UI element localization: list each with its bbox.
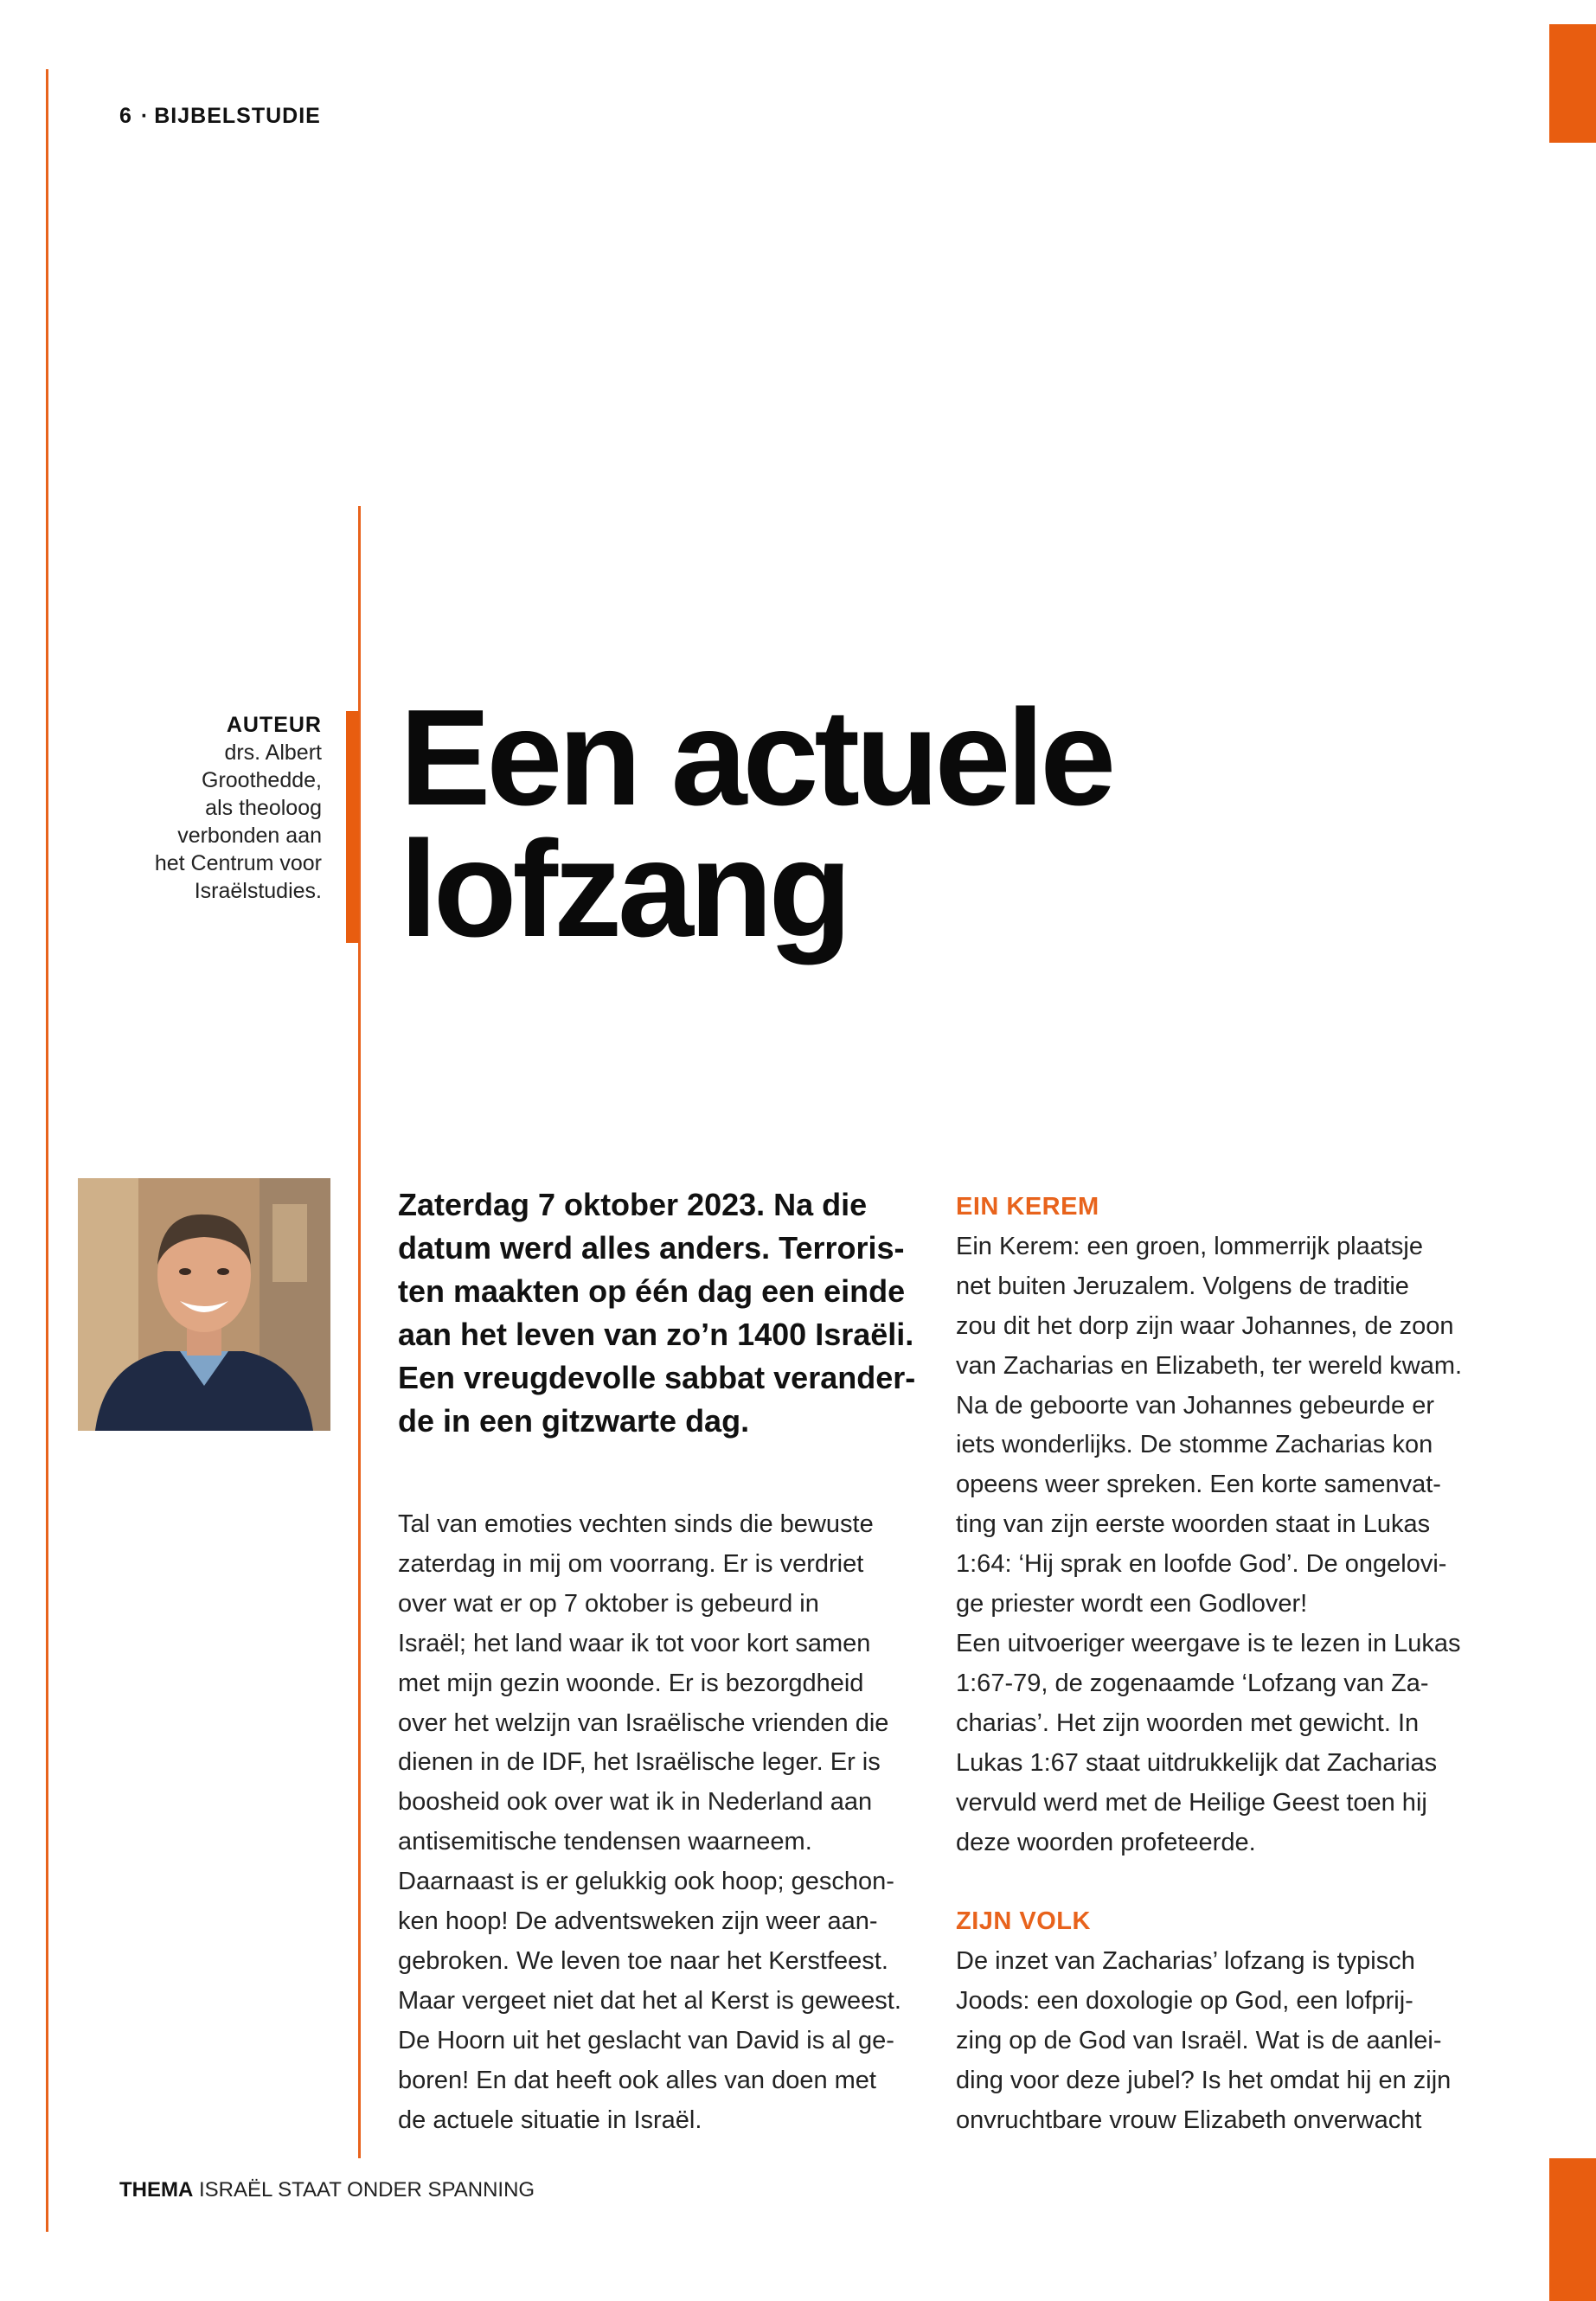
- body-line: deze woorden profeteerde.: [956, 1828, 1256, 1856]
- body-line: ge priester wordt een Godlover!: [956, 1590, 1308, 1618]
- body-line: zing op de God van Israël. Wat is de aanlei-: [956, 2027, 1442, 2055]
- body-column-1: [398, 1505, 924, 2141]
- body-line: vervuld werd met de Heilige Geest toen hij: [956, 1788, 1427, 1817]
- body-line: charias’. Het zijn woorden met gewicht. In: [956, 1708, 1420, 1737]
- author-line: drs. Albert: [224, 740, 322, 765]
- lead-line: Een vreugdevolle sabbat verander-: [398, 1360, 916, 1395]
- top-edge-tab: [1549, 24, 1596, 143]
- body-line: zaterdag in mij om voorrang. Er is verdriet: [398, 1549, 864, 1578]
- author-label: AUTEUR: [226, 713, 322, 737]
- author-line: verbonden aan: [177, 824, 322, 848]
- body-line: boren! En dat heeft ook alles van doen met: [398, 2066, 876, 2094]
- body-line: net buiten Jeruzalem. Volgens de traditie: [956, 1272, 1409, 1300]
- body-line: met mijn gezin woonde. Er is bezorgdheid: [398, 1669, 864, 1697]
- body-line: 1:64: ‘Hij sprak en loofde God’. De ongelovi-: [956, 1550, 1447, 1579]
- author-accent-bar: [346, 711, 359, 943]
- author-line: Groothedde,: [202, 768, 322, 792]
- body-line: Een uitvoeriger weergave is te lezen in Lukas: [956, 1629, 1461, 1657]
- body-line: Joods: een doxologie op God, een lofprij-: [956, 1987, 1413, 2016]
- body-column-2: [956, 1188, 1477, 2141]
- bottom-edge-tab: [1549, 2158, 1596, 2301]
- section-name: BIJBELSTUDIE: [154, 104, 321, 128]
- running-header: 6 · BIJBELSTUDIE: [119, 104, 321, 128]
- lead-paragraph: [398, 1183, 917, 1443]
- author-photo: [78, 1178, 330, 1431]
- body-line: Tal van emoties vechten sinds die bewuste: [398, 1510, 874, 1538]
- body-line: Ein Kerem: een groen, lommerrijk plaatsje: [956, 1232, 1423, 1260]
- left-margin-rule: [46, 69, 48, 2232]
- body-line: De inzet van Zacharias’ lofzang is typisch: [956, 1947, 1415, 1976]
- body-line: boosheid ook over wat ik in Nederland aan: [398, 1788, 873, 1817]
- author-box: [87, 711, 322, 905]
- body-line: zou dit het dorp zijn waar Johannes, de zoon: [956, 1311, 1454, 1340]
- section-heading-zijn-volk: ZIJN VOLK: [956, 1907, 1091, 1936]
- body-line: Na de geboorte van Johannes gebeurde er: [956, 1391, 1435, 1420]
- lead-line: Zaterdag 7 oktober 2023. Na die: [398, 1187, 868, 1222]
- body-line: over het welzijn van Israëlische vrienden die: [398, 1708, 889, 1737]
- body-line: onvruchtbare vrouw Elizabeth onverwacht: [956, 2106, 1422, 2134]
- author-line: als theoloog: [205, 796, 322, 820]
- body-line: over wat er op 7 oktober is gebeurd in: [398, 1589, 819, 1618]
- body-line: De Hoorn uit het geslacht van David is al ge-: [398, 2026, 894, 2054]
- body-line: antisemitische tendensen waarneem.: [398, 1828, 812, 1856]
- body-line: Daarnaast is er gelukkig ook hoop; geschon-: [398, 1868, 894, 1896]
- body-line: gebroken. We leven toe naar het Kerstfeest.: [398, 1946, 888, 1975]
- section-heading-ein-kerem: EIN KEREM: [956, 1193, 1099, 1221]
- section-gap: [956, 1862, 1477, 1902]
- body-line: van Zacharias en Elizabeth, ter wereld kwam.: [956, 1351, 1463, 1380]
- title-line-1: Een actuele: [400, 682, 1112, 834]
- body-line: Maar vergeet niet dat het al Kerst is geweest.: [398, 1986, 901, 2015]
- body-line: de actuele situatie in Israël.: [398, 2106, 702, 2134]
- lead-line: datum werd alles anders. Terroris-: [398, 1230, 905, 1266]
- author-portrait-illustration: [78, 1178, 330, 1431]
- body-line: ken hoop! De adventsweken zijn weer aan-: [398, 1907, 878, 1936]
- footer-theme-label: THEMA: [119, 2178, 194, 2202]
- body-line: Israël; het land waar ik tot voor kort samen: [398, 1629, 871, 1657]
- lead-line: ten maakten op één dag een einde: [398, 1273, 906, 1309]
- body-line: 1:67-79, de zogenaamde ‘Lofzang van Za-: [956, 1669, 1429, 1697]
- title-line-2: lofzang: [400, 813, 848, 965]
- article-title: [400, 682, 1178, 965]
- author-line: Israëlstudies.: [194, 879, 322, 903]
- body-line: dienen in de IDF, het Israëlische leger. Er is: [398, 1748, 881, 1777]
- author-line: het Centrum voor: [154, 851, 322, 875]
- page-number: 6: [119, 104, 132, 128]
- footer-theme-text: ISRAËL STAAT ONDER SPANNING: [199, 2178, 535, 2202]
- body-line: ting van zijn eerste woorden staat in Lukas: [956, 1510, 1431, 1539]
- body-line: opeens weer spreken. Een korte samenvat-: [956, 1471, 1441, 1499]
- lead-line: aan het leven van zo’n 1400 Israëli.: [398, 1317, 914, 1352]
- body-line: iets wonderlijks. De stomme Zacharias kon: [956, 1431, 1433, 1459]
- lead-line: de in een gitzwarte dag.: [398, 1403, 750, 1439]
- running-footer: [119, 2178, 535, 2202]
- body-line: ding voor deze jubel? Is het omdat hij en zijn: [956, 2066, 1452, 2094]
- body-line: Lukas 1:67 staat uitdrukkelijk dat Zacharias: [956, 1748, 1438, 1777]
